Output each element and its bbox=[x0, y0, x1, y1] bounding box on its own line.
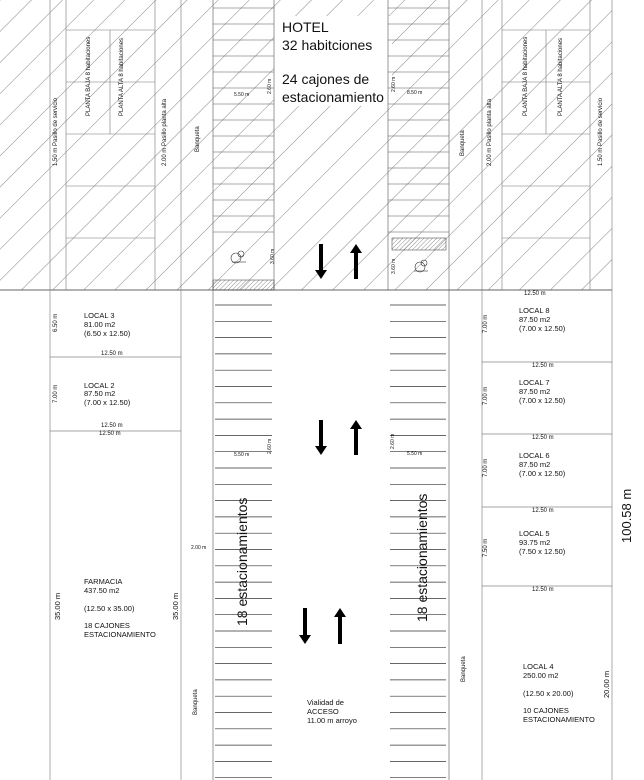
local8-width: 12.50 m bbox=[524, 291, 546, 297]
local2-area: 87.50 m2 bbox=[84, 389, 116, 398]
farmacia-dims: (12.50 x 35.00) bbox=[84, 604, 135, 613]
road-line2: ACCESO bbox=[307, 707, 339, 716]
hatch-strip-right bbox=[392, 238, 446, 250]
farmacia-height-right: 35.00 m bbox=[171, 592, 180, 620]
arrow-down-icon bbox=[299, 608, 311, 644]
local5-height: 7.50 m bbox=[483, 538, 489, 557]
local4-parking2: ESTACIONAMIENTO bbox=[523, 715, 595, 724]
farmacia-height-left: 35.00 m bbox=[53, 592, 62, 620]
local6-height: 7.00 m bbox=[483, 458, 489, 477]
stall-dim-top-right: 8.50 m bbox=[407, 90, 423, 96]
local7-dims: (7.00 x 12.50) bbox=[519, 396, 566, 405]
stall-width-mid-right: 2.60 m bbox=[390, 433, 396, 449]
arrow-up-icon bbox=[350, 420, 362, 455]
stall-dim-top-left: 5.50 m bbox=[234, 92, 250, 98]
local2-dims: (7.00 x 12.50) bbox=[84, 398, 131, 407]
road-line1: Vialidad de bbox=[307, 698, 344, 707]
lower-left-buildings bbox=[50, 290, 181, 780]
pasillo-servicio-left: 1.50 m Pasillo de servicio bbox=[53, 97, 59, 166]
local4-name: LOCAL 4 bbox=[523, 662, 554, 671]
stall-width-hc-right: 3.60 m bbox=[391, 258, 397, 274]
stall-dim-mid-left: 5.50 m bbox=[234, 452, 250, 458]
hatch-strip-left bbox=[213, 280, 274, 290]
pasillo-alta-left: 2.00 m Pasillo planta alta bbox=[162, 98, 168, 166]
banqueta-road-right: Banqueta bbox=[461, 656, 467, 682]
total-length: 100.58 m bbox=[619, 488, 634, 543]
planta-alta-left: PLANTA ALTA 8 habitaciones bbox=[119, 37, 125, 116]
hotel-parking-line1: 24 cajones de bbox=[282, 71, 370, 87]
local2-height: 7.00 m bbox=[53, 384, 59, 403]
local6-area: 87.50 m2 bbox=[519, 460, 551, 469]
stall-dim-mid-right: 5.50 m bbox=[407, 451, 423, 457]
local4-dims: (12.50 x 20.00) bbox=[523, 689, 574, 698]
local3-width: 12.50 m bbox=[101, 351, 123, 357]
banqueta-hotel-left: Banqueta bbox=[195, 126, 201, 152]
local8-area: 87.50 m2 bbox=[519, 315, 551, 324]
local3-name: LOCAL 3 bbox=[84, 311, 115, 320]
planta-alta-right: PLANTA ALTA 8 habitaciones bbox=[558, 37, 564, 116]
farmacia-parking2: ESTACIONAMIENTO bbox=[84, 630, 156, 639]
hotel-rooms: 32 habitciones bbox=[282, 37, 373, 53]
arrow-down-icon bbox=[315, 420, 327, 455]
stall-width-top-right: 2.60 m bbox=[391, 76, 397, 92]
local2-width: 12.50 m bbox=[101, 423, 123, 429]
local2-name: LOCAL 2 bbox=[84, 381, 115, 390]
local4-width: 12.50 m bbox=[532, 587, 554, 593]
local6-dims: (7.00 x 12.50) bbox=[519, 469, 566, 478]
walk-width: 2.00 m bbox=[191, 545, 207, 551]
farmacia-width: 12.50 m bbox=[99, 431, 121, 437]
banqueta-hotel-right: Banqueta bbox=[460, 130, 466, 156]
local7-height: 7.00 m bbox=[483, 386, 489, 405]
local8-height: 7.00 m bbox=[483, 314, 489, 333]
local6-name: LOCAL 6 bbox=[519, 451, 550, 460]
estacionamientos-left: 18 estacionamientos bbox=[234, 497, 250, 626]
local3-area: 81.00 m2 bbox=[84, 320, 116, 329]
local8-dims: (7.00 x 12.50) bbox=[519, 324, 566, 333]
local7-name: LOCAL 7 bbox=[519, 378, 550, 387]
local4-area: 250.00 m2 bbox=[523, 671, 559, 680]
hotel-parking-line2: estacionamiento bbox=[282, 89, 384, 105]
local3-dims: (6.50 x 12.50) bbox=[84, 329, 131, 338]
farmacia-parking1: 18 CAJONES bbox=[84, 621, 130, 630]
road-line3: 11.00 m arroyo bbox=[307, 716, 357, 725]
stall-width-mid-left: 2.60 m bbox=[267, 438, 273, 454]
local5-dims: (7.50 x 12.50) bbox=[519, 547, 566, 556]
planta-baja-right: PLANTA BAJA 8 habitaciones bbox=[523, 36, 529, 116]
pasillo-servicio-right: 1.50 m Pasillo de servicio bbox=[598, 97, 604, 166]
stall-width-hc-left: 3.60 m bbox=[270, 248, 276, 264]
local5-width: 12.50 m bbox=[532, 508, 554, 514]
pasillo-alta-right: 2.00 m Pasillo planta alta bbox=[487, 98, 493, 166]
local4-parking1: 10 CAJONES bbox=[523, 706, 569, 715]
local4-height: 20.00 m bbox=[602, 670, 611, 698]
local5-area: 93.75 m2 bbox=[519, 538, 551, 547]
arrow-up-icon bbox=[334, 608, 346, 644]
stall-width-top-left: 2.60 m bbox=[267, 78, 273, 94]
farmacia-name: FARMACIA bbox=[84, 577, 123, 586]
farmacia-area: 437.50 m2 bbox=[84, 586, 120, 595]
local6-width: 12.50 m bbox=[532, 435, 554, 441]
planta-baja-left: PLANTA BAJA 8 habitaciones bbox=[86, 36, 92, 116]
local3-height: 6.50 m bbox=[53, 313, 59, 332]
local8-name: LOCAL 8 bbox=[519, 306, 550, 315]
banqueta-road-left: Banqueta bbox=[193, 689, 199, 715]
hotel-title: HOTEL bbox=[282, 19, 329, 35]
estacionamientos-right: 18 estacionamientos bbox=[414, 493, 430, 622]
local5-name: LOCAL 5 bbox=[519, 529, 550, 538]
local7-area: 87.50 m2 bbox=[519, 387, 551, 396]
local7-width: 12.50 m bbox=[532, 363, 554, 369]
